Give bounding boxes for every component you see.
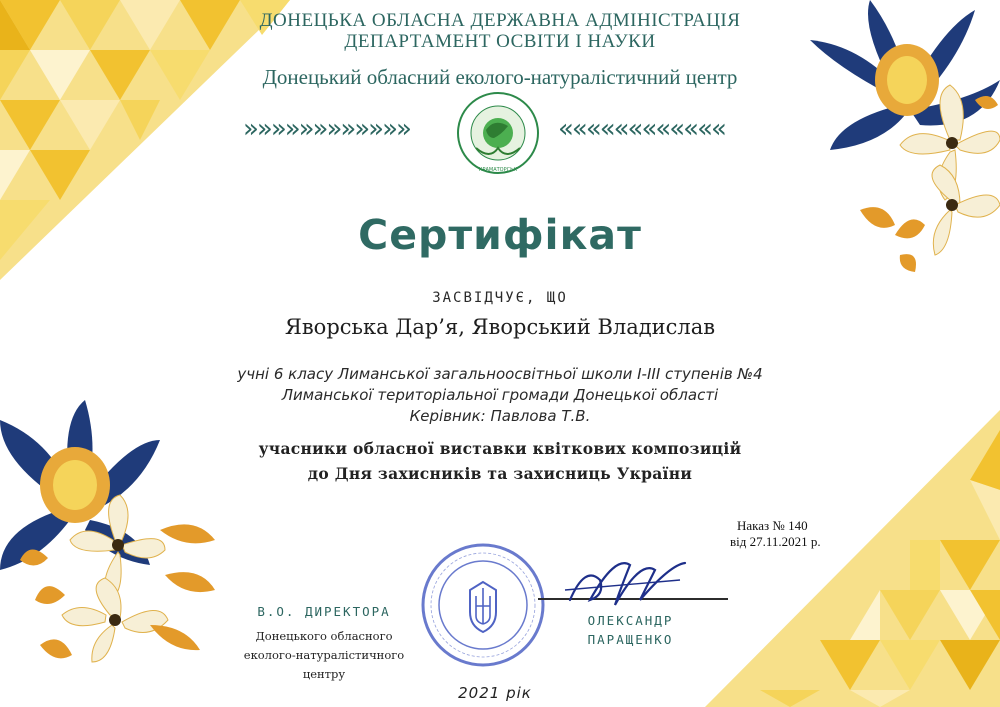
- chevrons-left: »»»»»»»»»»»»: [243, 114, 410, 144]
- official-stamp: [418, 540, 548, 670]
- signatory-name-line-2: ПАРАЩЕНКО: [587, 632, 674, 647]
- recipient-names: Яворська Дар’я, Яворський Владислав: [284, 315, 716, 339]
- center-logo: [450, 90, 546, 176]
- details-line-2: Лиманської територіальної громади Донецької області: [281, 386, 719, 404]
- signature: [560, 545, 690, 620]
- header-line-1: ДОНЕЦЬКА ОБЛАСНА ДЕРЖАВНА АДМІНІСТРАЦІЯ: [259, 10, 741, 31]
- certificate-title: Сертифікат: [358, 211, 642, 259]
- achievement-line-2: до Дня захисників та захисниць України: [307, 464, 693, 483]
- signatory-name-line-1: ОЛЕКСАНДР: [587, 613, 674, 628]
- order-number: Наказ № 140: [737, 518, 808, 533]
- svg-text:КРАМАТОРСЬК: КРАМАТОРСЬК: [478, 167, 518, 173]
- order-date: від 27.11.2021 р.: [730, 534, 821, 549]
- signatory-org-line-3: центру: [302, 667, 346, 681]
- certifies-label: ЗАСВІДЧУЄ, ЩО: [432, 290, 568, 306]
- signatory-role: В.О. ДИРЕКТОРА: [257, 604, 391, 619]
- center-name: Донецький обласний еколого-натуралістичний центр: [262, 65, 738, 89]
- issue-year: 2021 рік: [458, 684, 532, 702]
- achievement-line-1: учасники обласної виставки квіткових композицій: [258, 439, 742, 458]
- header-line-2: ДЕПАРТАМЕНТ ОСВІТИ І НАУКИ: [344, 31, 656, 52]
- signatory-org-line-2: еколого-натуралістичного: [243, 648, 405, 662]
- details-line-1: учні 6 класу Лиманської загальноосвітньої школи І-ІІІ ступенів №4: [237, 365, 763, 383]
- details-line-3: Керівник: Павлова Т.В.: [409, 407, 591, 425]
- signatory-org-line-1: Донецького обласного: [255, 629, 393, 643]
- chevrons-right: ««««««««««««: [558, 114, 725, 144]
